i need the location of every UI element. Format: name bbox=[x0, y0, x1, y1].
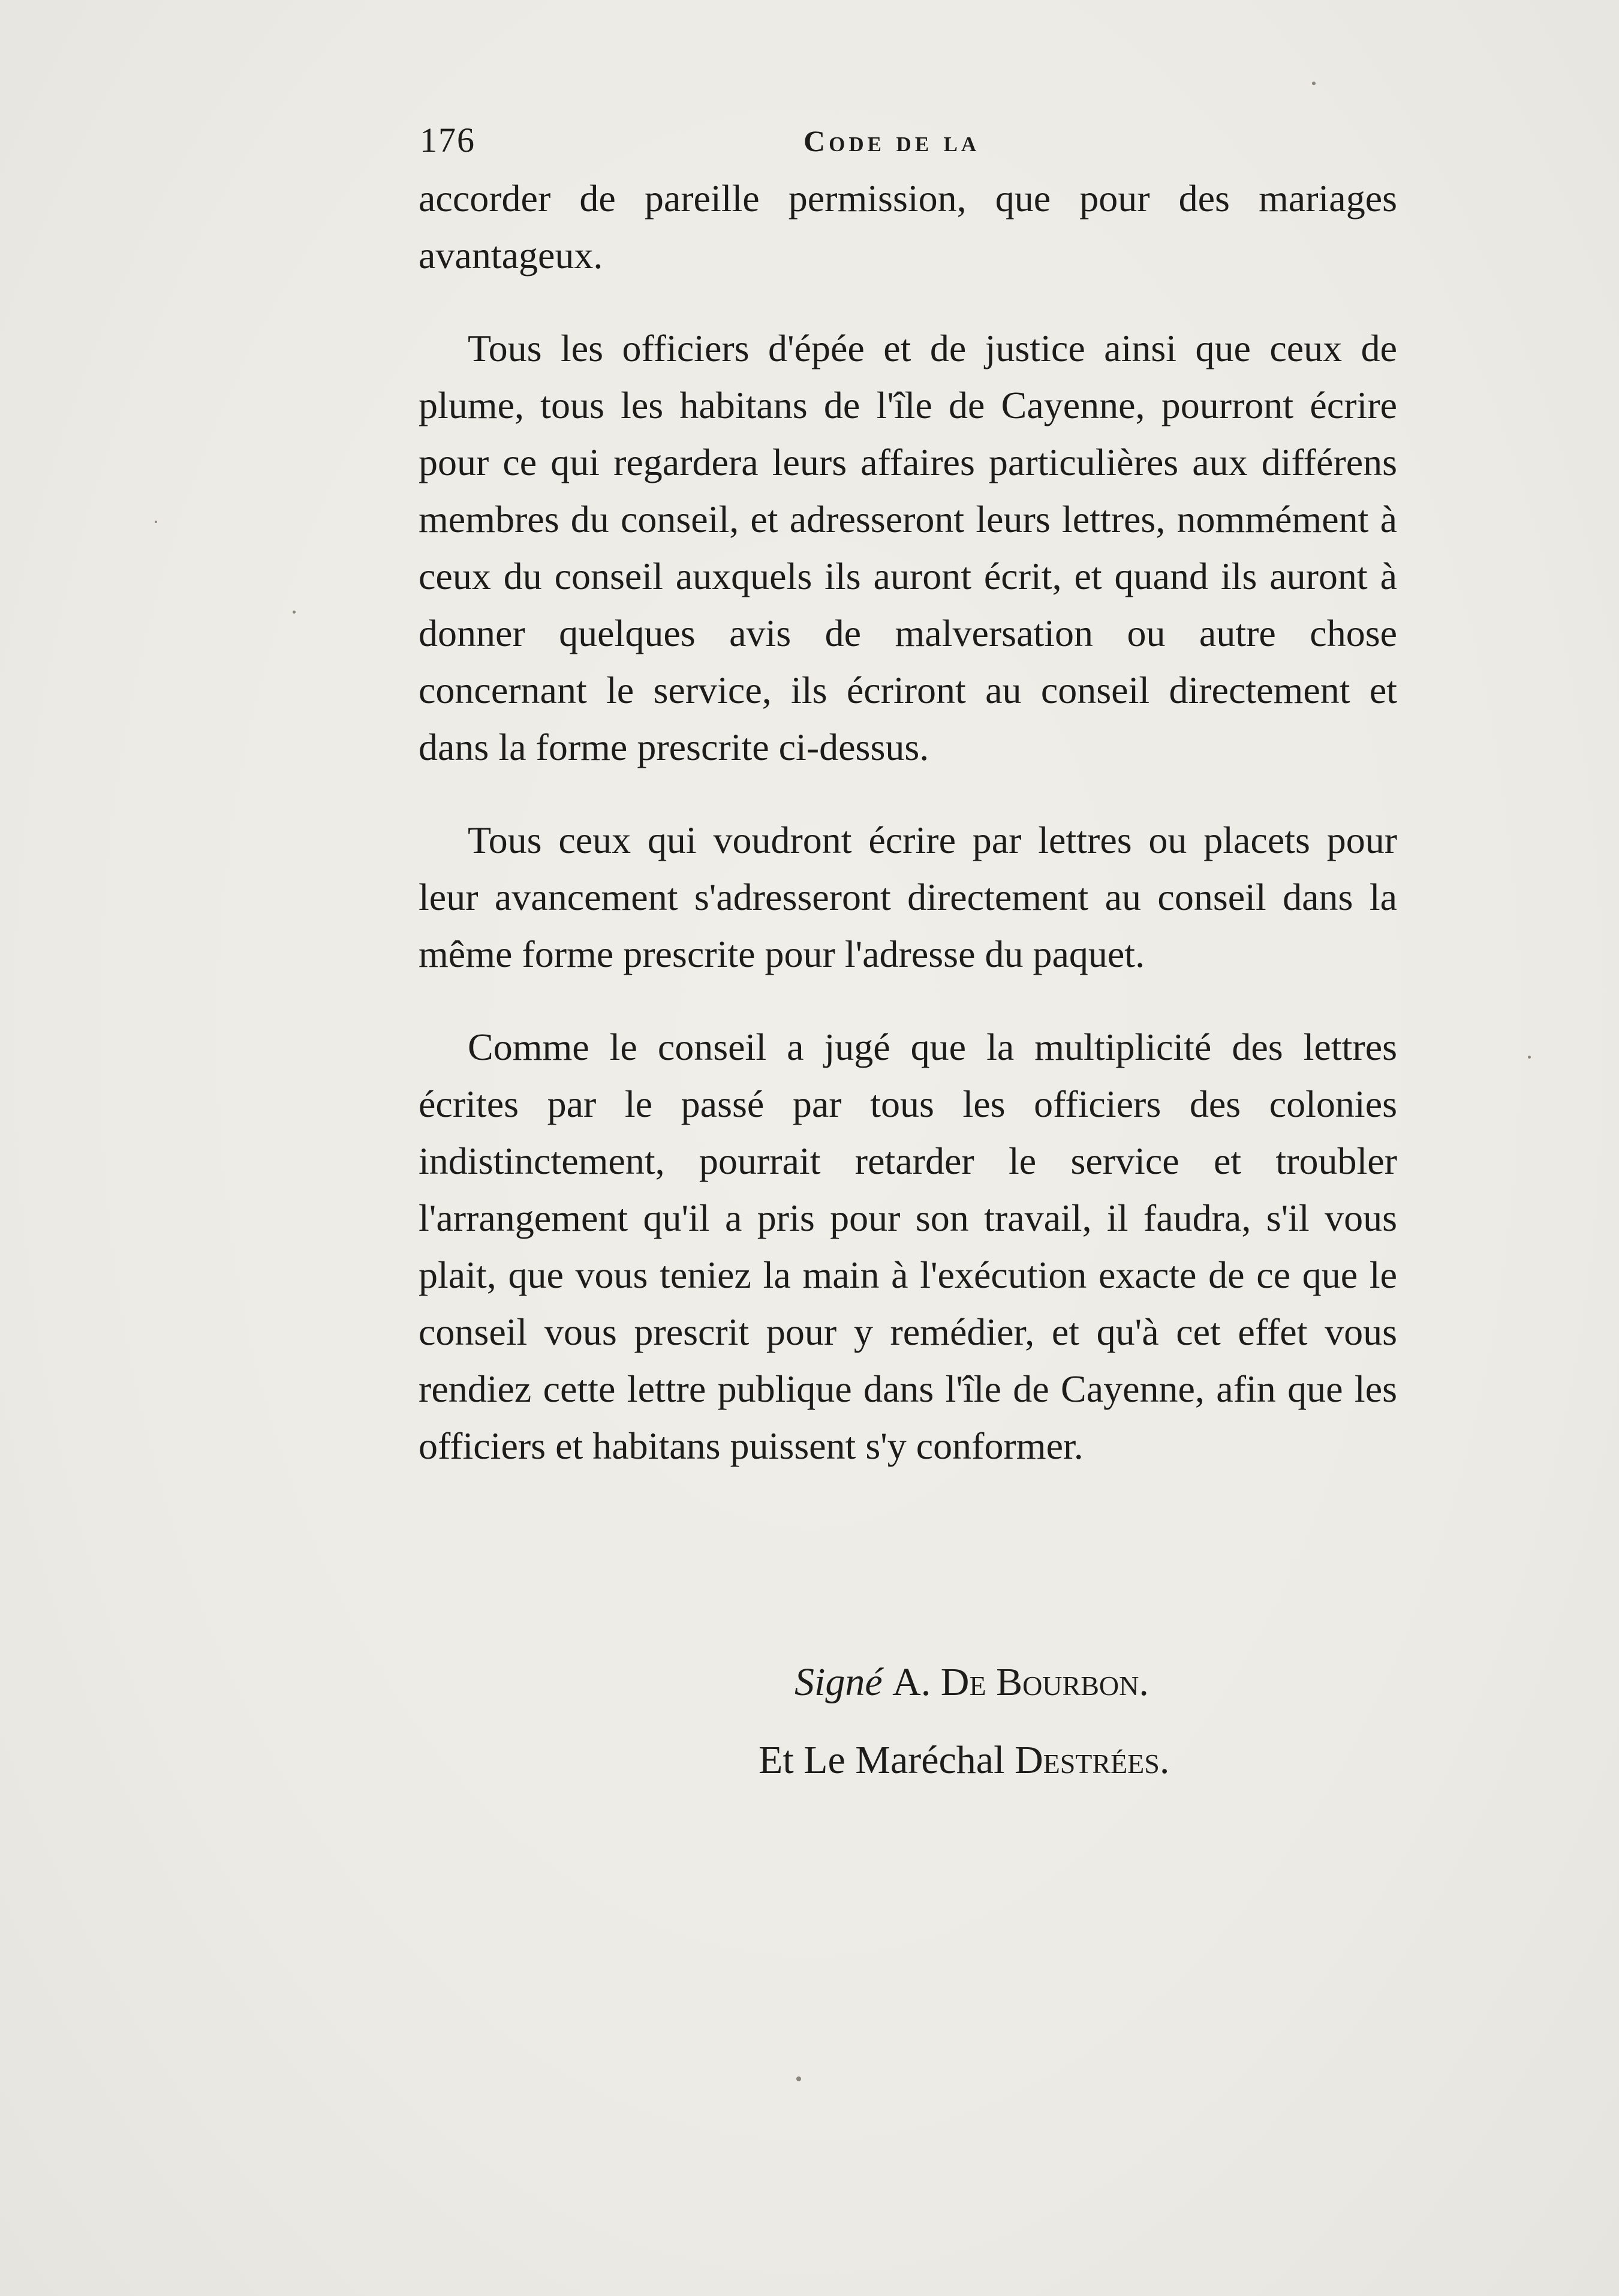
running-head: Code de la bbox=[804, 124, 980, 158]
paper-speck bbox=[1312, 82, 1316, 85]
page-number: 176 bbox=[420, 121, 476, 160]
signatory-bourbon: A. De Bourbon. bbox=[892, 1660, 1149, 1704]
signature-line-1 bbox=[795, 1643, 1149, 1721]
signed-word: Signé bbox=[795, 1660, 883, 1704]
signature-line-2 bbox=[759, 1721, 1169, 1799]
signatory-destrees: Destrées. bbox=[1014, 1738, 1170, 1782]
paper-speck bbox=[293, 611, 296, 614]
paragraph-4: Comme le conseil a jugé que la multiplicité des lettres écrites par le passé par tous les officiers des colonies indistinctement, pourrait retarder le service et troubler l'arrangement qu'il a pris pour son travail, il faudra, s'il vous plait, que vous teniez la main à l'exécution exacte de ce que le conseil vous prescrit pour y remédier, et qu'à cet effet vous rendiez cette lettre publique dans l'île de Cayenne, afin que les officiers et habitans puissent s'y conformer. bbox=[419, 1026, 1397, 1467]
paper-speck bbox=[796, 2076, 801, 2081]
page-header bbox=[420, 120, 1397, 168]
paper-speck bbox=[1528, 1056, 1531, 1059]
paper-speck bbox=[155, 521, 157, 523]
body-text bbox=[419, 170, 1397, 1474]
paragraph-2: Tous les officiers d'épée et de justice ainsi que ceux de plume, tous les habitans de l'île de Cayenne, pourront écrire pour ce qui regardera leurs affaires particulières aux différens membres du conseil, et adresseront leurs lettres, nommément à ceux du conseil auxquels ils auront écrit, et quand ils auront à donner quelques avis de malversation ou autre chose concernant le service, ils écriront au conseil directement et dans la forme prescrite ci-dessus. bbox=[419, 327, 1397, 768]
paragraph-3: Tous ceux qui voudront écrire par lettres ou placets pour leur avancement s'adresseront directement au conseil dans la même forme prescrite pour l'adresse du paquet. bbox=[419, 819, 1397, 975]
signature-prefix: Et Le Maréchal bbox=[759, 1738, 1005, 1782]
paragraph-1: accorder de pareille permission, que pour des mariages avantageux. bbox=[419, 177, 1397, 277]
